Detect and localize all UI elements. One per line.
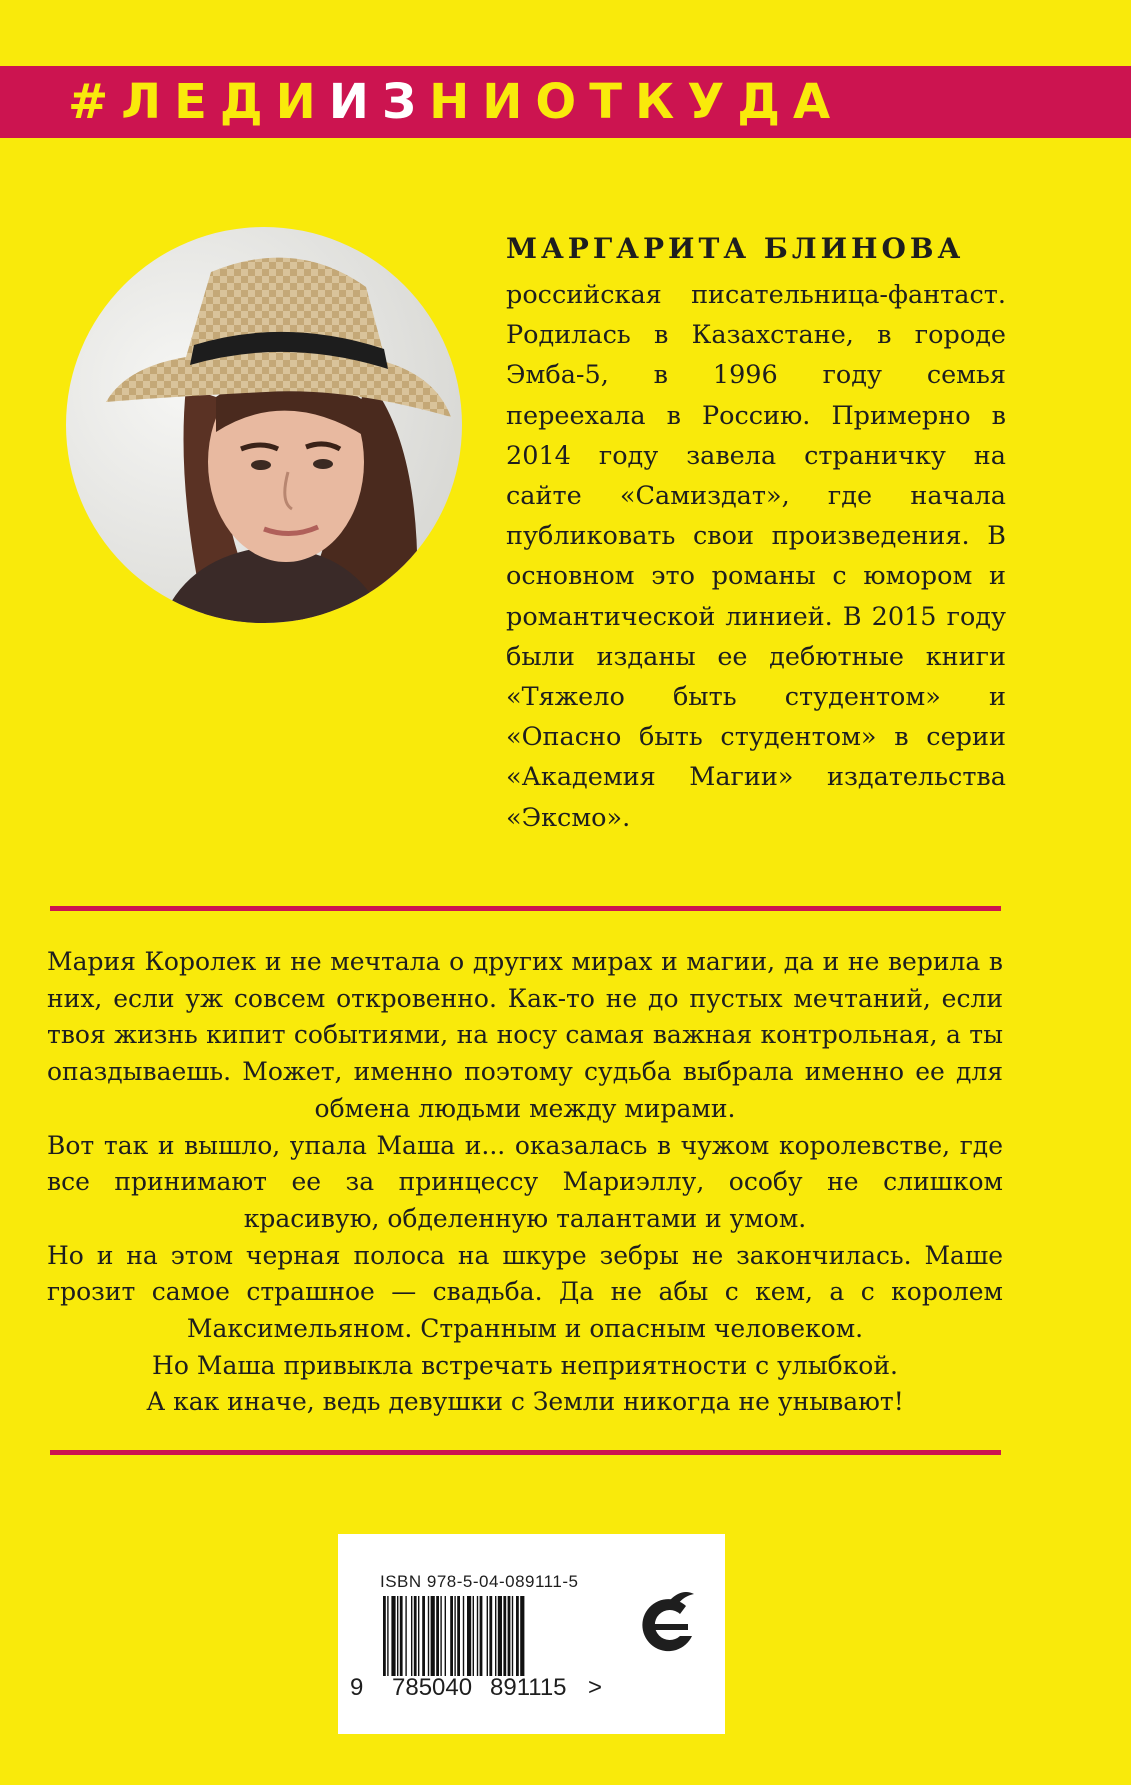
author-name: МАРГАРИТА БЛИНОВА xyxy=(506,232,965,265)
barcode-group-right: 891115 xyxy=(490,1674,567,1701)
blurb-paragraph: Но и на этом черная полоса на шкуре зебры не закончилась. Маше грозит самое страшное — свадьба. Да не абы с кем, а с королем Максимельяном. Странным и опасным человеком. xyxy=(47,1240,1003,1344)
blurb-paragraph: А как иначе, ведь девушки с Земли никогда не унывают! xyxy=(146,1387,904,1417)
blurb-paragraph: Но Маша привыкла встречать неприятности с улыбкой. xyxy=(152,1350,898,1380)
eksmo-logo-icon xyxy=(636,1586,700,1666)
series-hashtag xyxy=(68,70,843,134)
barcode-icon xyxy=(383,1596,583,1676)
series-banner xyxy=(0,66,1131,138)
blurb-paragraph: Вот так и вышло, упала Маша и... оказалась в чужом королевстве, где все принимают ее за принцессу Мариэллу, особу не слишком красивую, обделенную талантами и умом. xyxy=(47,1130,1003,1233)
divider-bottom xyxy=(50,1450,1001,1455)
barcode-digit-first: 9 xyxy=(350,1674,364,1701)
author-portrait-icon xyxy=(66,227,462,623)
blurb-paragraph: Мария Королек и не мечтала о других мирах и магии, да и не верила в них, если уж совсем откровенно. Как-то не до пустых мечтаний, если твоя жизнь кипит событиями, на носу самая важная контрольная, а ты опаздываешь. Может, именно поэтому судьба выбрала именно ее для обмена людьми между мирами. xyxy=(47,947,1003,1123)
hashtag-part-3: НИОТКУДА xyxy=(429,74,844,130)
barcode-end-mark: > xyxy=(588,1674,603,1701)
hashtag-part-1: #ЛЕДИ xyxy=(68,74,329,130)
author-bio: российская писательница-фантаст. Родилась в Казахстане, в городе Эмба-5, в 1996 году семья переехала в Россию. Примерно в 2014 году завела страничку на сайте «Самиздат», где начала публиковать свои произведения. В основном это романы с юмором и романтической линией. В 2015 году были изданы ее дебютные книги «Тяжело быть студентом» и «Опасно быть студентом» в серии «Академия Магии» издательства «Эксмо». xyxy=(506,280,1006,833)
barcode-group-left: 785040 xyxy=(392,1674,473,1701)
barcode-panel xyxy=(338,1534,725,1734)
author-photo xyxy=(66,227,462,623)
hashtag-part-accent: ИЗ xyxy=(328,74,430,130)
divider-top xyxy=(50,906,1001,911)
isbn-label: ISBN 978-5-04-089111-5 xyxy=(380,1572,579,1591)
book-blurb xyxy=(47,944,1003,1421)
